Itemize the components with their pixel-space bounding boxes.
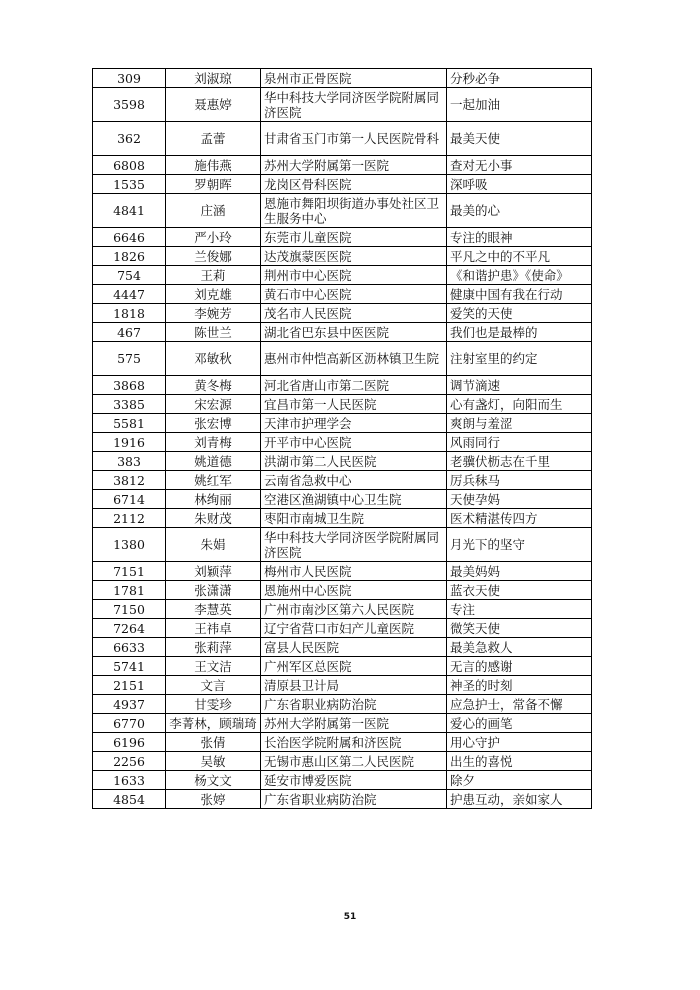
entry-id-cell: 1826	[93, 247, 166, 266]
table-row	[93, 122, 592, 156]
unit-cell: 泉州市正骨医院	[261, 69, 447, 88]
entry-id-cell: 309	[93, 69, 166, 88]
entry-id-cell: 3598	[93, 88, 166, 122]
unit-cell: 广州市南沙区第六人民医院	[261, 600, 447, 619]
table-row	[93, 790, 592, 809]
table-row	[93, 714, 592, 733]
work-title-cell: 蓝衣天使	[447, 581, 592, 600]
name-cell: 兰俊娜	[166, 247, 261, 266]
table-row	[93, 771, 592, 790]
table-row	[93, 695, 592, 714]
table-row	[93, 228, 592, 247]
entry-id-cell: 3385	[93, 395, 166, 414]
name-cell: 王祎卓	[166, 619, 261, 638]
entry-id-cell: 6196	[93, 733, 166, 752]
unit-cell: 富县人民医院	[261, 638, 447, 657]
work-title-cell: 爱心的画笔	[447, 714, 592, 733]
work-title-cell: 分秒必争	[447, 69, 592, 88]
unit-cell: 长治医学院附属和济医院	[261, 733, 447, 752]
unit-cell: 延安市博爱医院	[261, 771, 447, 790]
unit-cell: 荆州市中心医院	[261, 266, 447, 285]
work-title-cell: 《和谐护患》《使命》	[447, 266, 592, 285]
table-row	[93, 638, 592, 657]
table-row	[93, 342, 592, 376]
entry-id-cell: 1916	[93, 433, 166, 452]
table-row	[93, 88, 592, 122]
unit-cell: 苏州大学附属第一医院	[261, 156, 447, 175]
table-row	[93, 395, 592, 414]
entry-id-cell: 1633	[93, 771, 166, 790]
entry-id-cell: 467	[93, 323, 166, 342]
work-title-cell: 爽朗与羞涩	[447, 414, 592, 433]
table-row	[93, 247, 592, 266]
work-title-cell: 护患互动，亲如家人	[447, 790, 592, 809]
work-title-cell: 爱笑的天使	[447, 304, 592, 323]
unit-cell: 苏州大学附属第一医院	[261, 714, 447, 733]
work-title-cell: 调节滴速	[447, 376, 592, 395]
entry-id-cell: 4854	[93, 790, 166, 809]
name-cell: 刘颖萍	[166, 562, 261, 581]
name-cell: 刘淑琼	[166, 69, 261, 88]
name-cell: 张宏博	[166, 414, 261, 433]
table-row	[93, 156, 592, 175]
work-title-cell: 平凡之中的不平凡	[447, 247, 592, 266]
name-cell: 宋宏源	[166, 395, 261, 414]
entries-table	[92, 68, 592, 809]
name-cell: 张莉萍	[166, 638, 261, 657]
name-cell: 文言	[166, 676, 261, 695]
table-row	[93, 452, 592, 471]
entry-id-cell: 4937	[93, 695, 166, 714]
unit-cell: 清原县卫计局	[261, 676, 447, 695]
work-title-cell: 出生的喜悦	[447, 752, 592, 771]
work-title-cell: 心有盏灯，向阳而生	[447, 395, 592, 414]
table-row	[93, 676, 592, 695]
unit-cell: 华中科技大学同济医学院附属同济医院	[261, 528, 447, 562]
name-cell: 朱娟	[166, 528, 261, 562]
name-cell: 姚道德	[166, 452, 261, 471]
unit-cell: 云南省急救中心	[261, 471, 447, 490]
unit-cell: 惠州市仲恺高新区沥林镇卫生院	[261, 342, 447, 376]
work-title-cell: 医术精湛传四方	[447, 509, 592, 528]
name-cell: 邓敏秋	[166, 342, 261, 376]
unit-cell: 华中科技大学同济医学院附属同济医院	[261, 88, 447, 122]
work-title-cell: 最美的心	[447, 194, 592, 228]
unit-cell: 梅州市人民医院	[261, 562, 447, 581]
work-title-cell: 除夕	[447, 771, 592, 790]
entry-id-cell: 1380	[93, 528, 166, 562]
unit-cell: 宜昌市第一人民医院	[261, 395, 447, 414]
work-title-cell: 神圣的时刻	[447, 676, 592, 695]
name-cell: 张倩	[166, 733, 261, 752]
unit-cell: 天津市护理学会	[261, 414, 447, 433]
table-row	[93, 600, 592, 619]
name-cell: 林绚丽	[166, 490, 261, 509]
name-cell: 朱财茂	[166, 509, 261, 528]
table-row	[93, 581, 592, 600]
name-cell: 刘青梅	[166, 433, 261, 452]
unit-cell: 无锡市惠山区第二人民医院	[261, 752, 447, 771]
name-cell: 张婷	[166, 790, 261, 809]
unit-cell: 东莞市儿童医院	[261, 228, 447, 247]
name-cell: 李菁林，顾瑞琦	[166, 714, 261, 733]
name-cell: 陈世兰	[166, 323, 261, 342]
table-row	[93, 490, 592, 509]
work-title-cell: 专注	[447, 600, 592, 619]
work-title-cell: 最美妈妈	[447, 562, 592, 581]
work-title-cell: 我们也是最棒的	[447, 323, 592, 342]
entry-id-cell: 7151	[93, 562, 166, 581]
work-title-cell: 应急护士，常备不懈	[447, 695, 592, 714]
page-number: 51	[343, 912, 357, 922]
entry-id-cell: 1818	[93, 304, 166, 323]
name-cell: 吴敏	[166, 752, 261, 771]
entry-id-cell: 4447	[93, 285, 166, 304]
unit-cell: 甘肃省玉门市第一人民医院骨科	[261, 122, 447, 156]
name-cell: 张潇潇	[166, 581, 261, 600]
unit-cell: 湖北省巴东县中医医院	[261, 323, 447, 342]
name-cell: 王莉	[166, 266, 261, 285]
table-row	[93, 175, 592, 194]
unit-cell: 茂名市人民医院	[261, 304, 447, 323]
entry-id-cell: 4841	[93, 194, 166, 228]
work-title-cell: 专注的眼神	[447, 228, 592, 247]
table-row	[93, 657, 592, 676]
table-row	[93, 69, 592, 88]
unit-cell: 广东省职业病防治院	[261, 790, 447, 809]
table-row	[93, 323, 592, 342]
entry-id-cell: 3868	[93, 376, 166, 395]
table-row	[93, 528, 592, 562]
unit-cell: 空港区渔湖镇中心卫生院	[261, 490, 447, 509]
entry-id-cell: 6633	[93, 638, 166, 657]
entry-id-cell: 7150	[93, 600, 166, 619]
entry-id-cell: 2256	[93, 752, 166, 771]
name-cell: 孟蕾	[166, 122, 261, 156]
name-cell: 刘克雄	[166, 285, 261, 304]
unit-cell: 恩施市舞阳坝街道办事处社区卫生服务中心	[261, 194, 447, 228]
work-title-cell: 风雨同行	[447, 433, 592, 452]
unit-cell: 辽宁省营口市妇产儿童医院	[261, 619, 447, 638]
unit-cell: 广东省职业病防治院	[261, 695, 447, 714]
name-cell: 严小玲	[166, 228, 261, 247]
table-row	[93, 471, 592, 490]
entry-id-cell: 6770	[93, 714, 166, 733]
table-row	[93, 376, 592, 395]
unit-cell: 开平市中心医院	[261, 433, 447, 452]
table-row	[93, 285, 592, 304]
table-row	[93, 733, 592, 752]
work-title-cell: 用心守护	[447, 733, 592, 752]
table-row	[93, 619, 592, 638]
name-cell: 甘雯珍	[166, 695, 261, 714]
entry-id-cell: 6646	[93, 228, 166, 247]
entry-id-cell: 3812	[93, 471, 166, 490]
table-row	[93, 266, 592, 285]
entry-id-cell: 383	[93, 452, 166, 471]
name-cell: 罗朝晖	[166, 175, 261, 194]
table-row	[93, 562, 592, 581]
work-title-cell: 天使孕妈	[447, 490, 592, 509]
work-title-cell: 注射室里的约定	[447, 342, 592, 376]
name-cell: 李婉芳	[166, 304, 261, 323]
entry-id-cell: 5741	[93, 657, 166, 676]
name-cell: 姚红军	[166, 471, 261, 490]
name-cell: 聂惠婷	[166, 88, 261, 122]
entry-id-cell: 6808	[93, 156, 166, 175]
work-title-cell: 查对无小事	[447, 156, 592, 175]
table-row	[93, 509, 592, 528]
name-cell: 王文洁	[166, 657, 261, 676]
entry-id-cell: 6714	[93, 490, 166, 509]
entry-id-cell: 5581	[93, 414, 166, 433]
unit-cell: 达茂旗蒙医医院	[261, 247, 447, 266]
unit-cell: 龙岗区骨科医院	[261, 175, 447, 194]
entry-id-cell: 2112	[93, 509, 166, 528]
unit-cell: 洪湖市第二人民医院	[261, 452, 447, 471]
entry-id-cell: 7264	[93, 619, 166, 638]
name-cell: 黄冬梅	[166, 376, 261, 395]
work-title-cell: 月光下的坚守	[447, 528, 592, 562]
entry-id-cell: 2151	[93, 676, 166, 695]
unit-cell: 河北省唐山市第二医院	[261, 376, 447, 395]
unit-cell: 枣阳市南城卫生院	[261, 509, 447, 528]
work-title-cell: 最美天使	[447, 122, 592, 156]
work-title-cell: 最美急救人	[447, 638, 592, 657]
table-row	[93, 433, 592, 452]
name-cell: 李慧英	[166, 600, 261, 619]
table-row	[93, 194, 592, 228]
work-title-cell: 一起加油	[447, 88, 592, 122]
entry-id-cell: 1781	[93, 581, 166, 600]
name-cell: 施伟燕	[166, 156, 261, 175]
work-title-cell: 健康中国有我在行动	[447, 285, 592, 304]
name-cell: 杨文文	[166, 771, 261, 790]
table-row	[93, 414, 592, 433]
name-cell: 庄涵	[166, 194, 261, 228]
entry-id-cell: 1535	[93, 175, 166, 194]
table-row	[93, 304, 592, 323]
entries-table-body	[93, 69, 592, 809]
work-title-cell: 微笑天使	[447, 619, 592, 638]
work-title-cell: 深呼吸	[447, 175, 592, 194]
entry-id-cell: 754	[93, 266, 166, 285]
table-row	[93, 752, 592, 771]
unit-cell: 广州军区总医院	[261, 657, 447, 676]
work-title-cell: 无言的感谢	[447, 657, 592, 676]
unit-cell: 恩施州中心医院	[261, 581, 447, 600]
work-title-cell: 老骥伏枥志在千里	[447, 452, 592, 471]
unit-cell: 黄石市中心医院	[261, 285, 447, 304]
entry-id-cell: 362	[93, 122, 166, 156]
work-title-cell: 厉兵秣马	[447, 471, 592, 490]
entry-id-cell: 575	[93, 342, 166, 376]
